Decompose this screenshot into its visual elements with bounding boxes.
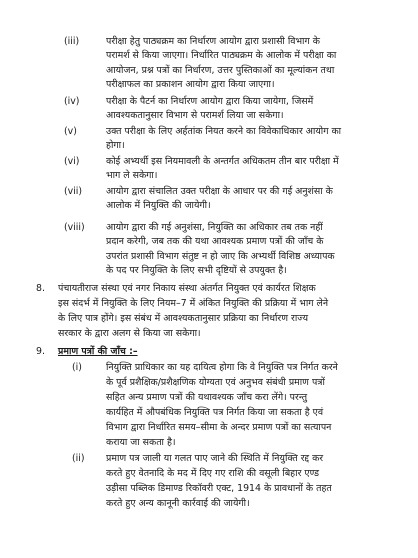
item-line: परीक्षा के पैटर्न का निर्धारण आयोग द्वारा किया जायेगा, जिसमें: [106, 96, 314, 107]
item-line: परामर्श से किया जाएगा। निर्धारित पाठ्यक्रम के आलोक में परीक्षा का: [106, 50, 337, 62]
item-marker: (viii): [64, 222, 85, 233]
item-marker: (vii): [64, 186, 83, 197]
item-line: उक्त परीक्षा के लिए अर्हतांक नियत करने का विवेकाधिकार आयोग का: [106, 126, 342, 137]
item-marker: (ii): [72, 453, 85, 464]
item-line: विभाग द्वारा निर्धारित समय–सीमा के अन्दर प्रमाण पत्रों का सत्यापन: [106, 422, 332, 433]
item-line: करते हुए वेतनादि के मद में दिए गए राशि की वसूली बिहार एण्ड: [106, 468, 320, 479]
item-line: होगा।: [106, 140, 125, 152]
item-line: कराया जा सकता है।: [106, 437, 176, 448]
item-line: उपरांत प्रशासी विभाग संतुष्ट न हो जाए कि अभ्यर्थी विशिष्ठ अध्यापक: [106, 250, 335, 262]
item-line: के पद पर नियुक्ति के लिए सभी दृष्टियों से उपयुक्त है।: [106, 264, 287, 276]
item-line: भाग ले सकेगा।: [106, 170, 158, 182]
item-line: कोई अभ्यर्थी इस नियमावली के अन्तर्गत अधिकतम तीन बार परीक्षा में: [106, 156, 339, 167]
item-line: नियुक्ति प्राधिकार का यह दायित्व होगा कि वे नियुक्ति पत्र निर्गत करने: [106, 362, 338, 373]
item-line: करते हुए अन्य कानूनी कार्रवाई की जायेगी।: [106, 498, 250, 509]
section-line: के लिए पात्र होंगे। इस संबंध में आवश्यकतानुसार प्रक्रिया का निर्धारण राज्य: [58, 313, 309, 324]
item-line: परीक्षाफल का प्रकाशन आयोग द्वारा किया जाएगा।: [106, 78, 275, 90]
item-line: के पूर्व प्रशैक्षिक/प्रशैक्षणिक योग्यता एवं अनुभव संबंधी प्रमाण पत्रों: [106, 377, 325, 388]
item-marker: (i): [72, 362, 82, 373]
item-line: सहित अन्य प्रमाण पत्रों की यथावश्यक जाँच करा लेंगे। परन्तु: [106, 392, 308, 403]
section-line: सरकार के द्वारा अलग से किया जा सकेगा।: [58, 328, 201, 339]
section-number: 9.: [36, 346, 45, 357]
section-line: पंचायतीराज संस्था एवं नगर निकाय संस्था अंतर्गत नियुक्त एवं कार्यरत शिक्षक: [58, 283, 316, 294]
item-line: परीक्षा हेतु पाठ्यक्रम का निर्धारण आयोग द्वारा प्रशासी विभाग के: [106, 36, 320, 47]
item-marker: (vi): [64, 156, 80, 167]
item-line: कार्यहित में औपबंधिक नियुक्ति पत्र निर्गत किया जा सकता है एवं: [106, 407, 324, 418]
item-line: उड़ीसा पब्लिक डिमाण्ड रिकॉवरी एक्ट, 1914 के प्रावधानों के तहत: [106, 483, 332, 494]
item-marker: (iv): [64, 96, 80, 107]
item-marker: (v): [64, 126, 77, 137]
item-line: आलोक में नियुक्ति की जायेगी।: [106, 200, 211, 212]
item-line: आयोग द्वारा संचालित उक्त परीक्षा के आधार पर की गई अनुशंसा के: [106, 186, 333, 197]
item-marker: (iii): [64, 36, 80, 47]
item-line: प्रमाण पत्र जाली या गलत पाए जाने की स्थिति में नियुक्ति रद्द कर: [106, 453, 324, 464]
section-number: 8.: [36, 283, 45, 294]
item-line: आवश्यकतानुसार विभाग से परामर्श लिया जा सकेगा।: [106, 110, 284, 122]
item-line: आयोजन, प्रश्न पत्रों का निर्धारण, उत्तर पुस्तिकाओं का मूल्यांकन तथा: [106, 64, 335, 76]
section-heading: प्रमाण पत्रों की जाँच :–: [58, 346, 138, 357]
item-line: प्रदान करेगी, जब तक की यथा आवश्यक प्रमाण पत्रों की जाँच के: [106, 236, 324, 248]
item-line: आयोग द्वारा की गई अनुशंसा, नियुक्ति का अधिकार तब तक नहीं: [106, 222, 323, 233]
section-line: इस संदर्भ में नियुक्ति के लिए नियम–7 में अंकित नियुक्ति की प्रक्रिया में भाग लेने: [58, 298, 329, 309]
